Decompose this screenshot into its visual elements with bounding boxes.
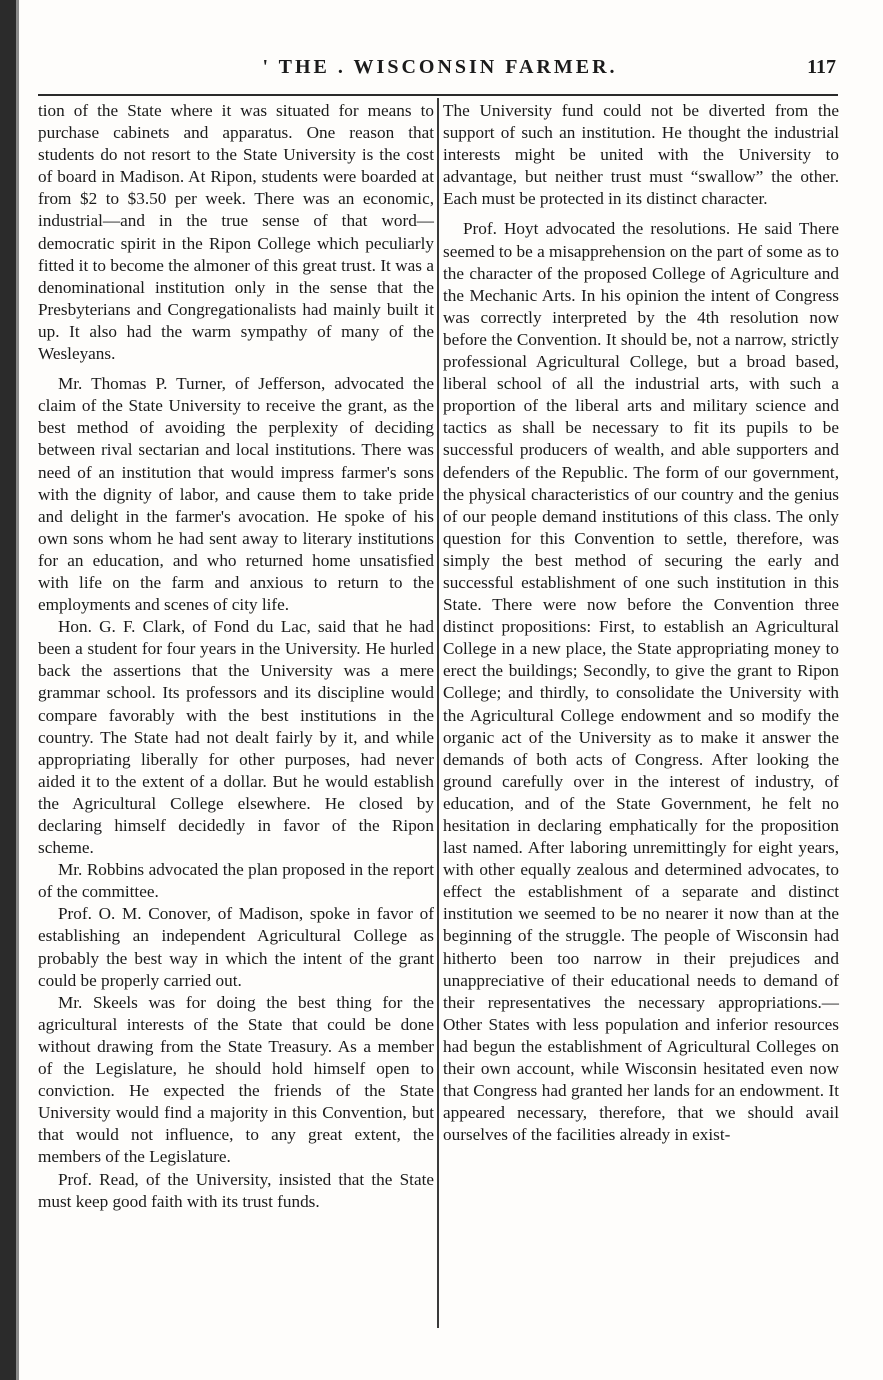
paragraph: Hon. G. F. Clark, of Fond du Lac, said that he had been a student for four years in the University. He hurled back the assertions that the University was a mere grammar school. Its professors and its discipline would compare favorably with the best institutions in the country. The State had not dealt fairly by it, and while appropriating liberally for other purposes, had never aided it to the extent of a dollar. But he would establish the Agricultural College elsewhere. He closed by declaring himself decidedly in favor of the Ripon scheme. <box>38 617 434 858</box>
page-spine-shadow <box>16 0 19 1380</box>
paragraph: Mr. Skeels was for doing the best thing for the agricultural interests of the State that could be done without drawing from the State Treasury. As a member of the Legislature, he should hold himself open to conviction. He expected the friends of the State University would find a majority in this Convention, but that would not influence, to any great extent, the members of the Legislature. <box>38 992 434 1167</box>
paragraph: Prof. Read, of the University, insisted that the State must keep good faith with its trust funds. <box>38 1169 434 1211</box>
page-number: 117 <box>807 56 836 78</box>
page-header <box>40 56 840 86</box>
column-divider <box>437 98 439 1328</box>
paragraph: Mr. Robbins advocated the plan proposed in the report of the committee. <box>38 860 434 902</box>
paragraph: tion of the State where it was situated for means to purchase cabinets and apparatus. One reason that students do not resort to the State University is the cost of board in Madison. At Ripon, students were boarded at from $2 to $3.50 per week. There was an economic, industrial—and in the true sense of that word—democratic spirit in the Ripon College which peculiarly fitted it to become the almoner of this great trust. It was a denominational institution only in the sense that the Presbyterians and Congregationalists had mainly built it up. It also had the warm sympathy of many of the Wesleyans. <box>38 101 434 364</box>
running-title: ' THE . WISCONSIN FARMER. <box>262 56 618 78</box>
paragraph: The University fund could not be diverted from the support of such an institution. He thought the industrial interests might be united with the University to advantage, but neither trust must “swallow” the other. Each must be protected in its distinct character. <box>443 101 839 209</box>
header-rule <box>38 94 838 96</box>
paragraph: Prof. O. M. Conover, of Madison, spoke in favor of establishing an independent Agricultural College as probably the best way in which the intent of the grant could be properly carried out. <box>38 904 434 990</box>
right-column <box>443 100 839 1146</box>
page-spine-edge <box>0 0 16 1380</box>
paragraph: Prof. Hoyt advocated the resolutions. He said There seemed to be a misapprehension on the part of some as to the character of the proposed College of Agriculture and the Mechanic Arts. In his opinion the intent of Congress was correctly interpreted by the 4th resolution now before the Convention. It should be, not a narrow, strictly professional Agricultural College, but a broad based, liberal school of all the industrial arts, with such a proportion of the liberal arts and military science and tactics as shall be necessary to fit its pupils to be successful producers of wealth, and able supporters and defenders of the Republic. The form of our government, the physical characteristics of our country and the genius of our people demand institutions of this class. The only question for this Convention to settle, therefore, was simply the best method of securing the early and successful establishment of one such institution in this State. There were now before the Convention three distinct propositions: First, to establish an Agricultural College in a new place, the State appropriating money to erect the buildings; Secondly, to give the grant to Ripon College; and thirdly, to consolidate the University with the Agricultural College endowment and so modify the organic act of the University as to make it answer the demands of both acts of Congress. After looking the ground carefully over in the interest of industry, of education, and of the State Government, he felt no hesitation in declaring emphatically for the proposition last named. After laboring unremittingly for eight years, with other equally zealous and determined advocates, to effect the establishment of a separate and distinct institution we seemed to be no nearer it now than at the beginning of the struggle. The people of Wisconsin had hitherto been too narrow in their prejudices and unappreciative of their educational needs to demand of their representatives the necessary appropriations.— Other States with less population and inferior resources had begun the establishment of Agricultural Colleges on their own account, while Wisconsin hesitated even now that Congress had granted her lands for an endowment. It appeared necessary, therefore, that we should avail ourselves of the facilities already in exist- <box>443 219 839 1145</box>
paragraph: Mr. Thomas P. Turner, of Jefferson, advocated the claim of the State University to receive the grant, as the best method of avoiding the perplexity of deciding between rival sectarian and local institutions. There was need of an institution that would impress farmer's sons with the dignity of labor, and cause them to take pride and delight in the farmer's avocation. He spoke of his own sons whom he had sent away to literary institutions for an education, and who returned home unsatisfied with life on the farm and anxious to return to the employments and scenes of city life. <box>38 374 434 615</box>
left-column <box>38 100 434 1213</box>
